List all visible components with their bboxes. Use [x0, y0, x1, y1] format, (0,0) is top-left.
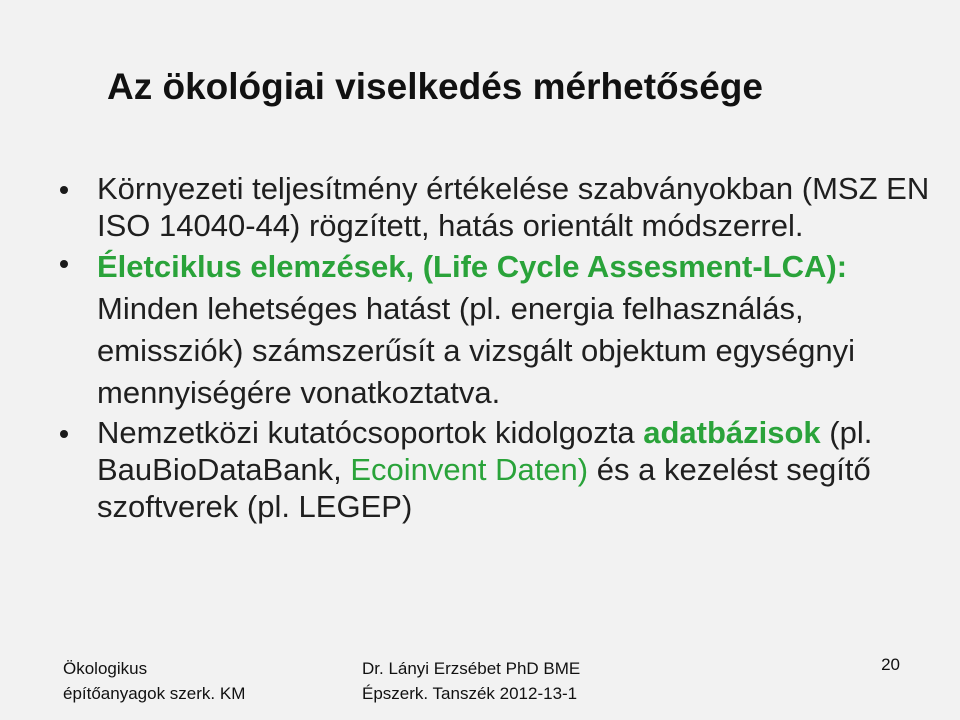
bullet-text: Minden lehetséges hatást (pl. energia felhasználás, emissziók) számszerűsít a vizsgált objektum egységnyi mennyiségére vonatkoztatva.	[97, 291, 856, 410]
bullet-text: Környezeti teljesítmény értékelése szabványokban (MSZ EN ISO 14040-44) rögzített, hatás orientált módszerrel.	[97, 171, 930, 243]
bullet-dot-icon	[60, 260, 68, 268]
footer-center-line2: Épszerk. Tanszék 2012-13-1	[362, 684, 578, 703]
footer-left-line1: Ökologikus	[63, 659, 148, 678]
bullet-item	[58, 246, 938, 414]
footer-center	[362, 656, 580, 706]
highlight-ecoinvent: Ecoinvent Daten)	[350, 452, 589, 487]
bullet-text: (pl. BauBioDataBank,	[97, 415, 873, 487]
bullet-text: Nemzetközi kutatócsoportok kidolgozta	[97, 415, 644, 450]
footer-left-line2: építőanyagok szerk. KM	[63, 684, 246, 703]
lca-heading-close: ):	[826, 249, 848, 284]
footer-left	[63, 656, 245, 706]
bullet-list	[58, 170, 938, 525]
page-number: 20	[881, 655, 900, 674]
bullet-text: és a kezelést segítő szoftverek (pl. LEGEP)	[97, 452, 871, 524]
bullet-item	[58, 170, 938, 244]
lca-heading: Életciklus elemzések, (Life Cycle Assesment-LCA	[97, 249, 827, 284]
footer-center-line1: Dr. Lányi Erzsébet PhD BME	[362, 659, 581, 678]
bullet-dot-icon	[60, 186, 68, 194]
slide-title: Az ökológiai viselkedés mérhetősége	[107, 66, 763, 107]
bullet-dot-icon	[60, 430, 68, 438]
highlight-databases: adatbázisok	[643, 415, 821, 450]
bullet-item	[58, 414, 938, 525]
